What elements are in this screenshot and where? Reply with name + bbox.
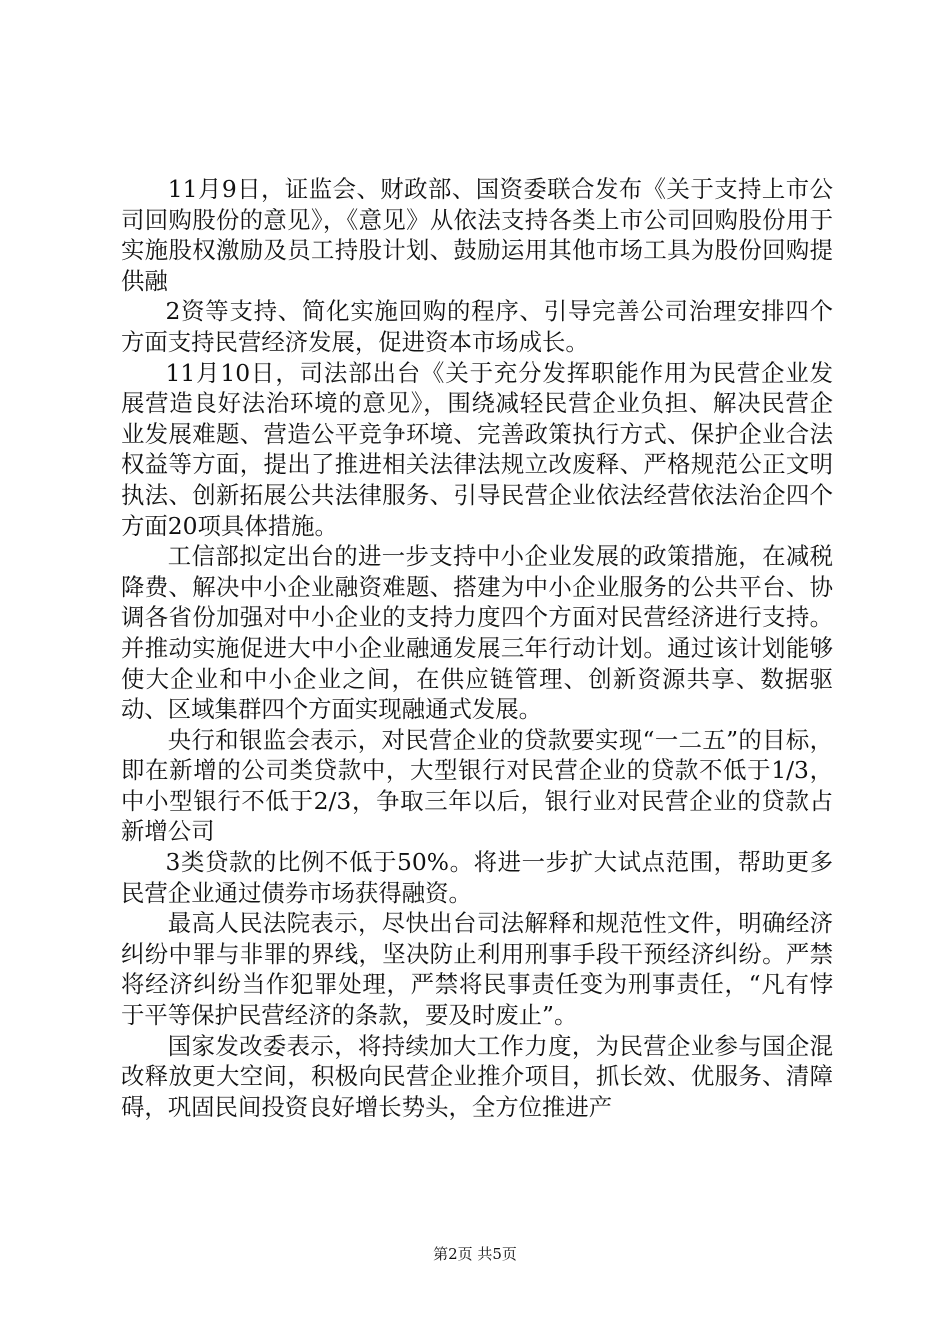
paragraph-securities-repurchase: 11月9日，证监会、财政部、国资委联合发布《关于支持上市公司回购股份的意见》，《意见》从依法支持各类上市公司回购股份用于实施股权激励及员工持股计划、鼓励运用其他市场工具为股份回购提供融 <box>121 175 833 295</box>
paragraph-justice-ministry: 11月10日，司法部出台《关于充分发挥职能作用为民营企业发展营造良好法治环境的意见》，围绕减轻民营企业负担、解决民营企业发展难题、营造公平竞争环境、完善政策执行方式、保护企业合法权益等方面，提出了推进相关法律法规立改废释、严格规范公正文明执法、创新拓展公共法律服务、引导民营企业依法经营依法治企四个方面20项具体措施。 <box>121 358 833 540</box>
paragraph-ndrc: 国家发改委表示，将持续加大工作力度，为民营企业参与国企混改释放更大空间，积极向民营企业推介项目，抓长效、优服务、清障碍，巩固民间投资良好增长势头，全方位推进产 <box>121 1031 833 1121</box>
paragraph-central-bank-lending: 央行和银监会表示，对民营企业的贷款要实现“一二五”的目标，即在新增的公司类贷款中，大型银行对民营企业的贷款不低于1/3，中小型银行不低于2/3，争取三年以后，银行业对民营企业的贷款占新增公司 <box>121 725 833 846</box>
document-body <box>121 174 833 1122</box>
page-footer <box>0 1244 950 1264</box>
paragraph-repurchase-continued: 2资等支持、简化实施回购的程序、引导完善公司治理安排四个方面支持民营经济发展，促进资本市场成长。 <box>121 297 833 356</box>
paragraph-lending-continued: 3类贷款的比例不低于50%。将进一步扩大试点范围，帮助更多民营企业通过债券市场获得融资。 <box>121 848 833 907</box>
paragraph-supreme-court: 最高人民法院表示，尽快出台司法解释和规范性文件，明确经济纠纷中罪与非罪的界线，坚决防止利用刑事手段干预经济纠纷。严禁将经济纠纷当作犯罪处理，严禁将民事责任变为刑事责任，“凡有悖于平等保护民营经济的条款，要及时废止”。 <box>121 909 833 1030</box>
paragraph-miit-sme-policy: 工信部拟定出台的进一步支持中小企业发展的政策措施，在减税降费、解决中小企业融资难题、搭建为中小企业服务的公共平台、协调各省份加强对中小企业的支持力度四个方面对民营经济进行支持。并推动实施促进大中小企业融通发展三年行动计划。通过该计划能够使大企业和中小企业之间，在供应链管理、创新资源共享、数据驱动、区域集群四个方面实现融通式发展。 <box>121 542 833 724</box>
page-number: 第2页 共5页 <box>433 1245 517 1263</box>
